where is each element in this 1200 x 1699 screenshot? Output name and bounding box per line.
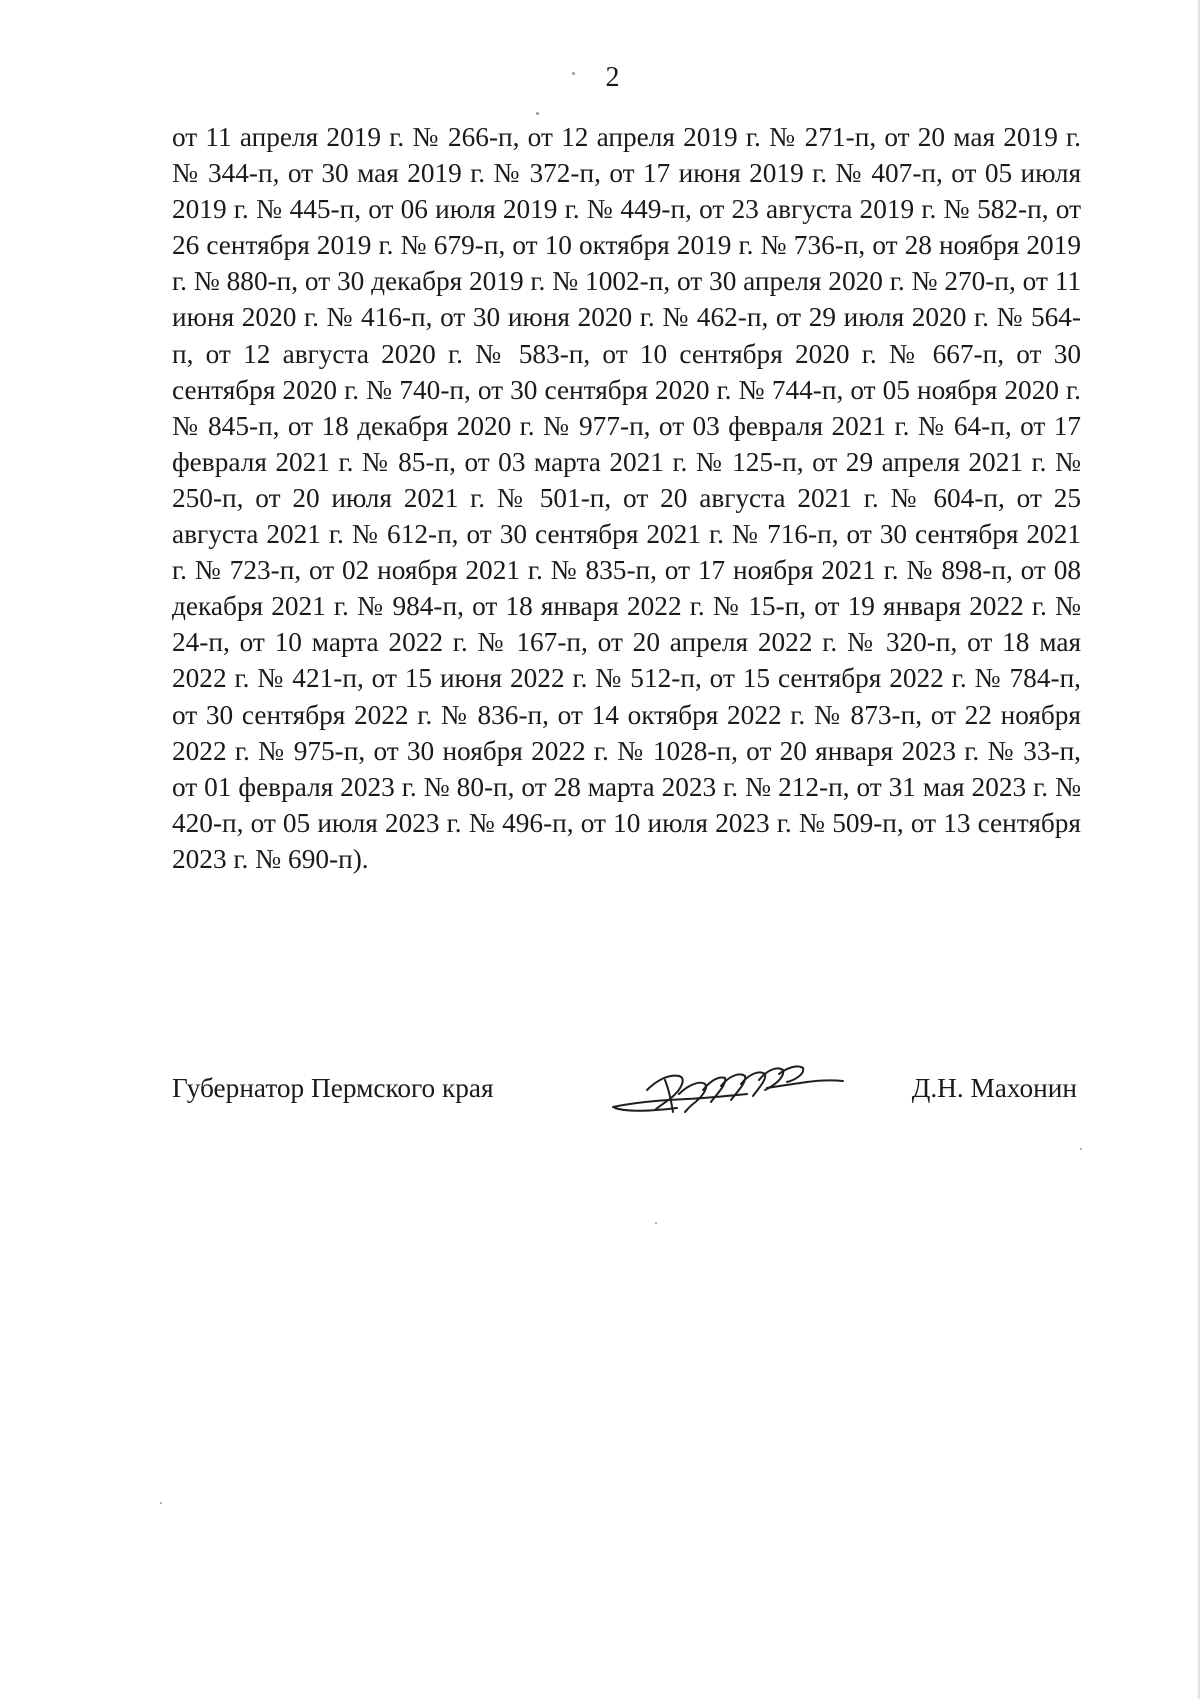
signature-block	[172, 1050, 1081, 1120]
scan-speck	[655, 1222, 657, 1224]
scan-speck	[1080, 1148, 1082, 1150]
scan-speck	[160, 1502, 162, 1504]
signatory-name: Д.Н. Махонин	[911, 1073, 1077, 1103]
handwritten-signature-icon	[607, 1050, 847, 1120]
scan-speck	[536, 112, 539, 115]
scan-speck	[572, 72, 575, 75]
body-paragraph: от 11 апреля 2019 г. № 266-п, от 12 апреля 2019 г. № 271-п, от 20 мая 2019 г. № 344-п, от 30 мая 2019 г. № 372-п, от 17 июня 2019 г. № 407-п, от 05 июля 2019 г. № 445-п, от 06 июля 2019 г. № 449-п, от 23 августа 2019 г. № 582-п, от 26 сентября 2019 г. № 679-п, от 10 октября 2019 г. № 736-п, от 28 ноября 2019 г. № 880-п, от 30 декабря 2019 г. № 1002-п, от 30 апреля 2020 г. № 270-п, от 11 июня 2020 г. № 416-п, от 30 июня 2020 г. № 462-п, от 29 июля 2020 г. № 564-п, от 12 августа 2020 г. № 583-п, от 10 сентября 2020 г. № 667-п, от 30 сентября 2020 г. № 740-п, от 30 сентября 2020 г. № 744-п, от 05 ноября 2020 г. № 845-п, от 18 декабря 2020 г. № 977-п, от 03 февраля 2021 г. № 64-п, от 17 февраля 2021 г. № 85-п, от 03 марта 2021 г. № 125-п, от 29 апреля 2021 г. № 250-п, от 20 июля 2021 г. № 501-п, от 20 августа 2021 г. № 604-п, от 25 августа 2021 г. № 612-п, от 30 сентября 2021 г. № 716-п, от 30 сентября 2021 г. № 723-п, от 02 ноября 2021 г. № 835-п, от 17 ноября 2021 г. № 898-п, от 08 декабря 2021 г. № 984-п, от 18 января 2022 г. № 15-п, от 19 января 2022 г. № 24-п, от 10 марта 2022 г. № 167-п, от 20 апреля 2022 г. № 320-п, от 18 мая 2022 г. № 421-п, от 15 июня 2022 г. № 512-п, от 15 сентября 2022 г. № 784-п, от 30 сентября 2022 г. № 836-п, от 14 октября 2022 г. № 873-п, от 22 ноября 2022 г. № 975-п, от 30 ноября 2022 г. № 1028-п, от 20 января 2023 г. № 33-п, от 01 февраля 2023 г. № 80-п, от 28 марта 2023 г. № 212-п, от 31 мая 2023 г. № 420-п, от 05 июля 2023 г. № 496-п, от 10 июля 2023 г. № 509-п, от 13 сентября 2023 г. № 690-п).	[172, 122, 1081, 874]
page-number: 2	[605, 62, 620, 93]
signatory-title: Губернатор Пермского края	[172, 1073, 494, 1103]
